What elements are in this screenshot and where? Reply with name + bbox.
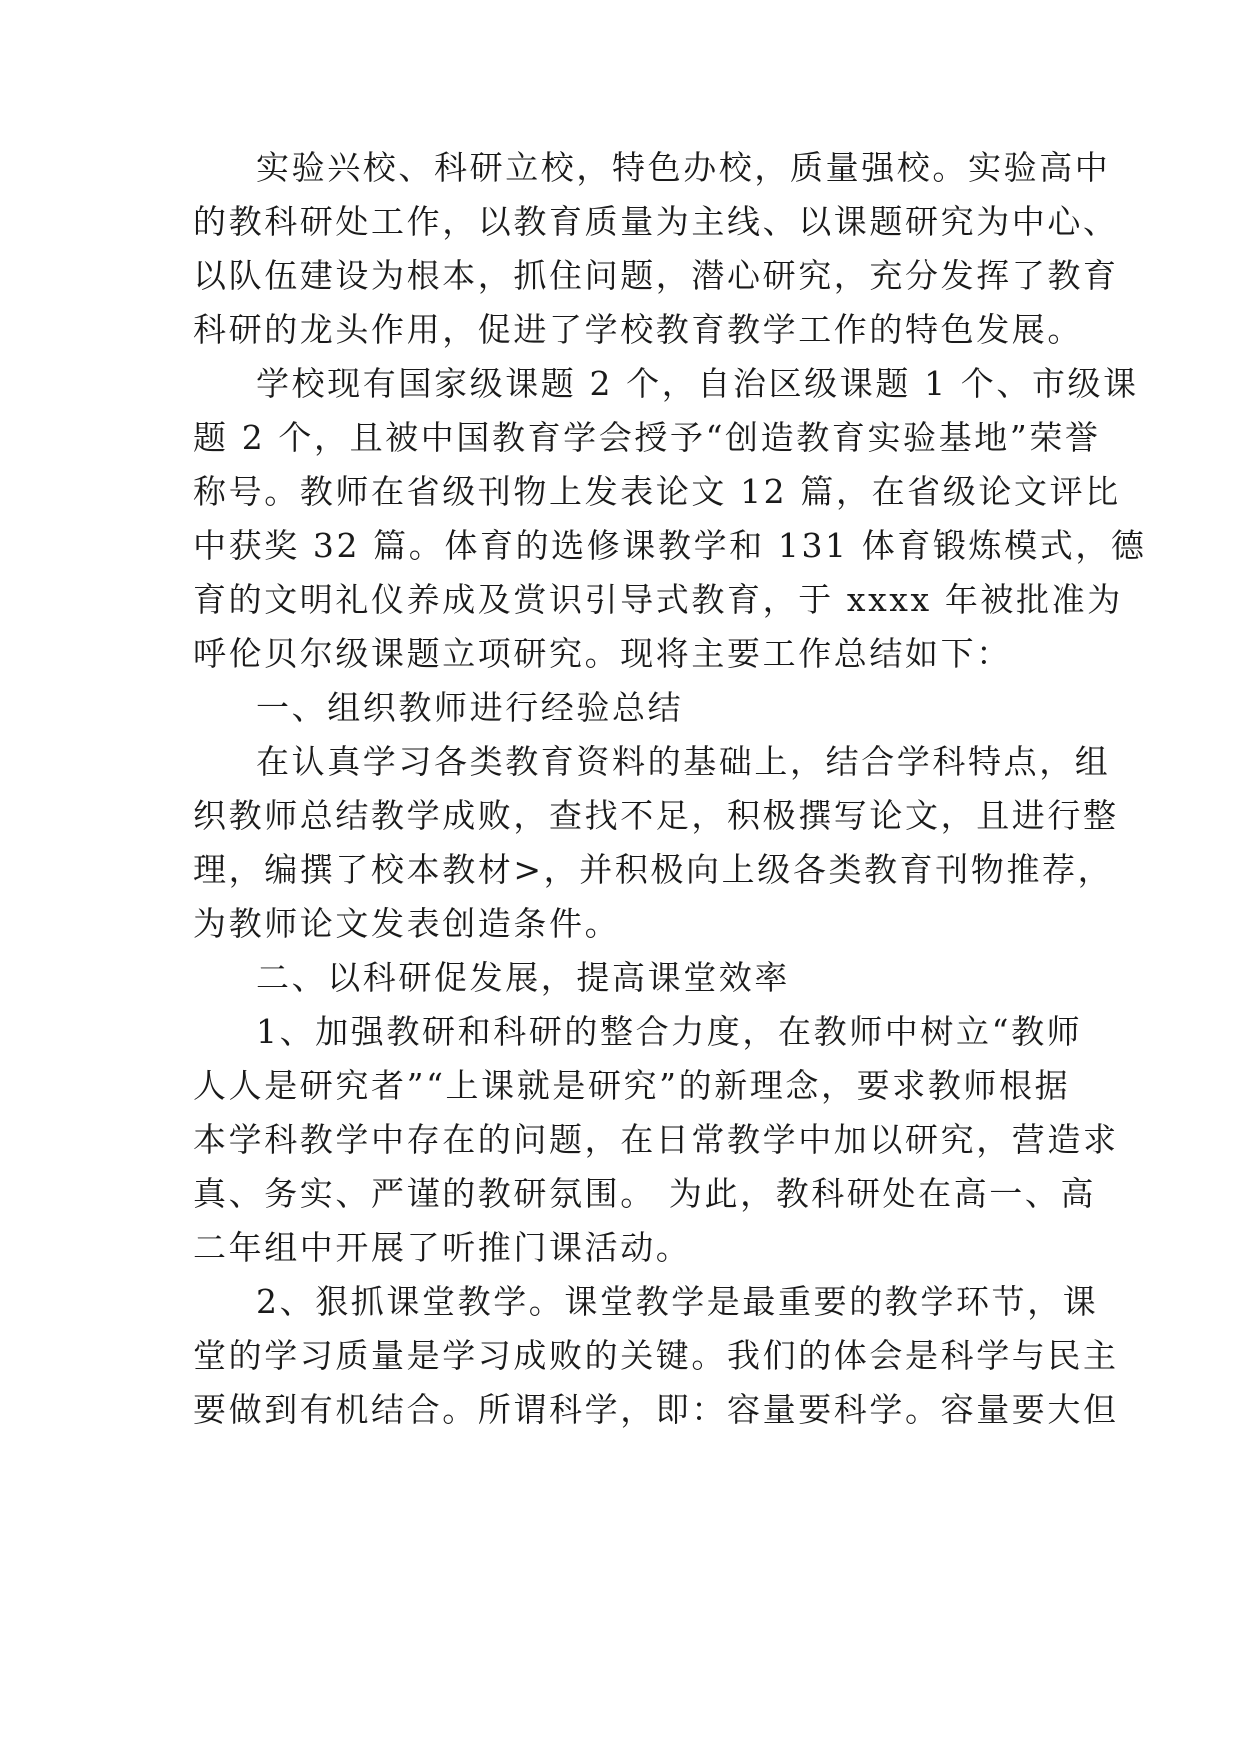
paragraph-line: 题 2 个，且被中国教育学会授予“创造教育实验基地”荣誉 (193, 418, 1101, 457)
paragraph-line: 呼伦贝尔级课题立项研究。现将主要工作总结如下： (193, 634, 1012, 673)
paragraph-line: 科研的龙头作用，促进了学校教育教学工作的特色发展。 (193, 310, 1083, 349)
paragraph-line: 要做到有机结合。所谓科学，即：容量要科学。容量要大但 (193, 1390, 1119, 1429)
paragraph-line: 中获奖 32 篇。体育的选修课教学和 131 体育锻炼模式，德 (193, 526, 1147, 565)
paragraph-line: 实验兴校、科研立校，特色办校，质量强校。实验高中 (256, 148, 1111, 187)
section-heading: 二、以科研促发展，提高课堂效率 (256, 958, 790, 997)
paragraph-line: 育的文明礼仪养成及赏识引导式教育，于 xxxx 年被批准为 (193, 580, 1123, 619)
paragraph-line: 织教师总结教学成败，查找不足，积极撰写论文，且进行整 (193, 796, 1119, 835)
paragraph-line: 1、加强教研和科研的整合力度，在教师中树立“教师 (256, 1012, 1083, 1051)
paragraph-line: 在认真学习各类教育资料的基础上，结合学科特点，组 (256, 742, 1111, 781)
paragraph-line: 为教师论文发表创造条件。 (193, 904, 621, 943)
paragraph-line: 以队伍建设为根本，抓住问题，潜心研究，充分发挥了教育 (193, 256, 1119, 295)
section-heading: 一、组织教师进行经验总结 (256, 688, 684, 727)
paragraph-line: 人人是研究者”“上课就是研究”的新理念，要求教师根据 (193, 1066, 1071, 1105)
paragraph-line: 堂的学习质量是学习成败的关键。我们的体会是科学与民主 (193, 1336, 1119, 1375)
paragraph-line: 真、务实、严谨的教研氛围。 为此，教科研处在高一、高 (193, 1174, 1097, 1213)
paragraph-line: 本学科教学中存在的问题，在日常教学中加以研究，营造求 (193, 1120, 1119, 1159)
paragraph-line: 2、狠抓课堂教学。课堂教学是最重要的教学环节，课 (256, 1282, 1099, 1321)
paragraph-line: 称号。教师在省级刊物上发表论文 12 篇，在省级论文评比 (193, 472, 1121, 511)
paragraph-line: 学校现有国家级课题 2 个，自治区级课题 1 个、市级课 (256, 364, 1139, 403)
paragraph-line: 的教科研处工作，以教育质量为主线、以课题研究为中心、 (193, 202, 1119, 241)
paragraph-line: 二年组中开展了听推门课活动。 (193, 1228, 692, 1267)
paragraph-line: 理，编撰了校本教材>，并积极向上级各类教育刊物推荐， (193, 850, 1114, 889)
